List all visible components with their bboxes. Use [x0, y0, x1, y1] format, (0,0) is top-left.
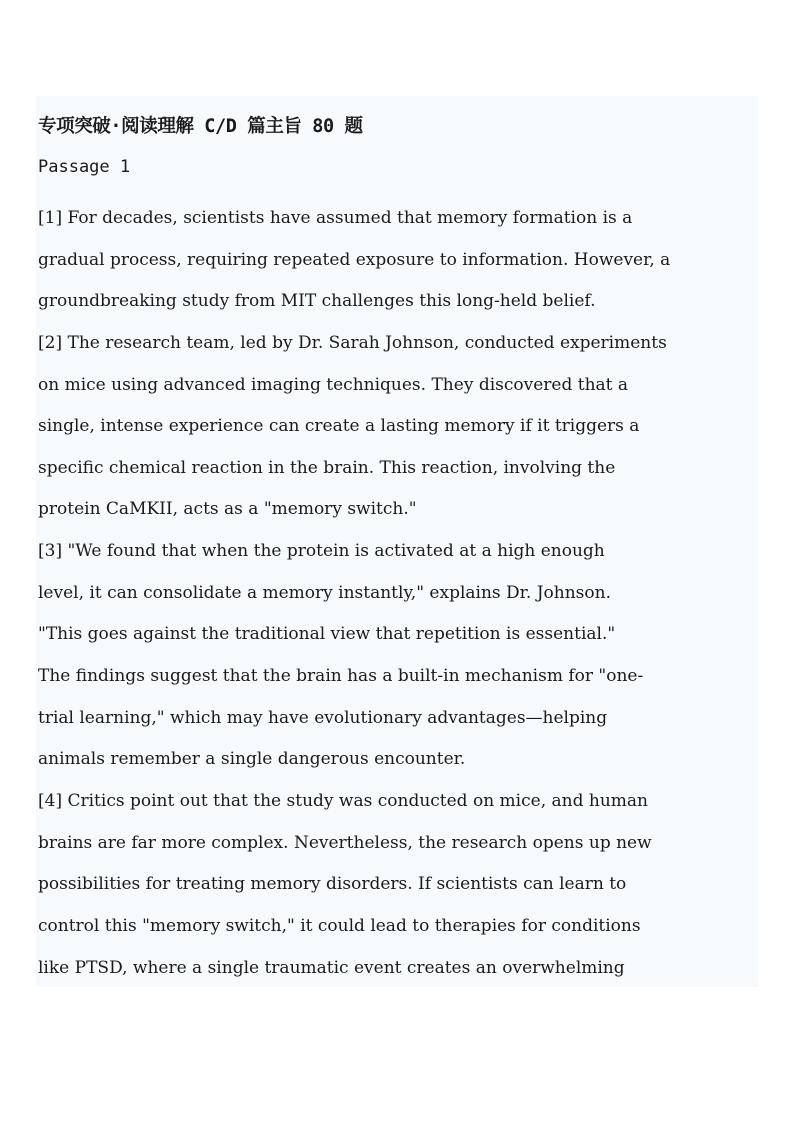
- passage-line: control this "memory switch," it could lead to therapies for conditions: [38, 915, 641, 936]
- passage-line: The findings suggest that the brain has a built-in mechanism for "one-: [38, 666, 644, 687]
- page-title: 专项突破·阅读理解 C/D 篇主旨 80 题: [38, 116, 363, 137]
- passage-line: [2] The research team, led by Dr. Sarah Johnson, conducted experiments: [38, 332, 667, 353]
- passage-line: trial learning," which may have evolutionary advantages—helping: [38, 707, 608, 728]
- passage-text: [38, 198, 758, 989]
- passage-line: like PTSD, where a single traumatic event creates an overwhelming: [38, 957, 625, 978]
- passage-line: groundbreaking study from MIT challenges this long-held belief.: [38, 291, 596, 312]
- passage-line: single, intense experience can create a lasting memory if it triggers a: [38, 416, 640, 437]
- passage-line: on mice using advanced imaging techniques. They discovered that a: [38, 374, 629, 395]
- passage-line: protein CaMKII, acts as a "memory switch.": [38, 499, 417, 520]
- passage-line: specific chemical reaction in the brain. This reaction, involving the: [38, 457, 616, 478]
- passage-line: gradual process, requiring repeated exposure to information. However, a: [38, 249, 671, 270]
- passage-line: [1] For decades, scientists have assumed that memory formation is a: [38, 208, 633, 228]
- passage-line: "This goes against the traditional view that repetition is essential.": [38, 624, 616, 645]
- passage-line: brains are far more complex. Nevertheless, the research opens up new: [38, 832, 652, 853]
- passage-line: [3] "We found that when the protein is activated at a high enough: [38, 541, 605, 562]
- passage-line: level, it can consolidate a memory instantly," explains Dr. Johnson.: [38, 582, 611, 603]
- passage-line: animals remember a single dangerous encounter.: [38, 749, 466, 770]
- passage-label: Passage 1: [38, 157, 131, 177]
- passage-line: possibilities for treating memory disorders. If scientists can learn to: [38, 874, 627, 895]
- passage-line: [4] Critics point out that the study was conducted on mice, and human: [38, 790, 648, 811]
